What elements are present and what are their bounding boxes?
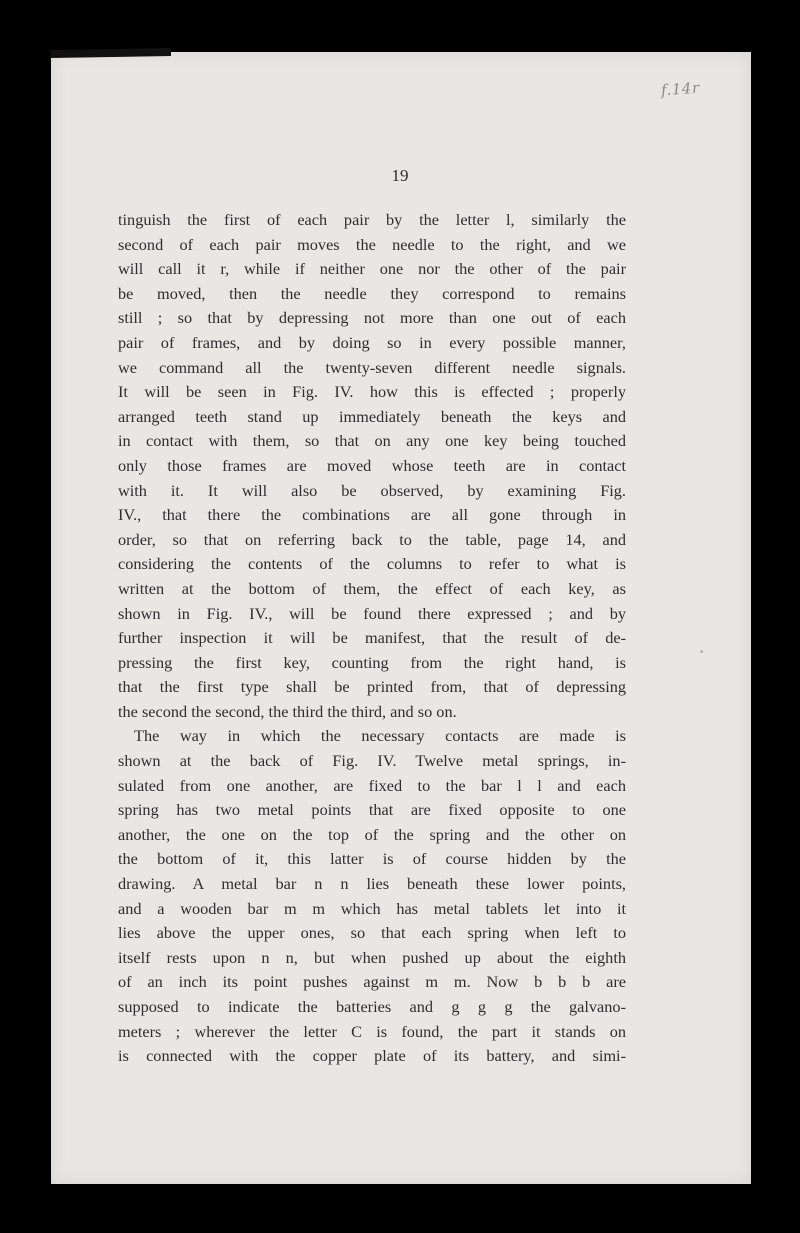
text-line: in contact with them, so that on any one key being touched bbox=[118, 431, 626, 451]
text-line: only those frames are moved whose teeth are in contact bbox=[118, 455, 626, 475]
text-line: still ; so that by depressing not more than one out of each bbox=[118, 308, 626, 328]
text-line: and a wooden bar m m which has metal tablets let into it bbox=[118, 898, 626, 918]
text-line: pair of frames, and by doing so in every possible manner, bbox=[118, 332, 626, 352]
text-line: order, so that on referring back to the table, page 14, and bbox=[118, 529, 626, 549]
text-line: written at the bottom of them, the effect of each key, as bbox=[118, 578, 626, 598]
text-line: IV., that there the combinations are all gone through in bbox=[118, 505, 626, 525]
text-line: sulated from one another, are fixed to the bar l l and each bbox=[118, 775, 626, 795]
text-line: that the first type shall be printed from, that of depressing bbox=[118, 677, 626, 697]
text-line: of an inch its point pushes against m m. Now b b b are bbox=[118, 972, 626, 992]
page-number: 19 bbox=[391, 166, 409, 185]
text-line: shown at the back of Fig. IV. Twelve metal springs, in- bbox=[118, 751, 626, 771]
text-line: considering the contents of the columns to refer to what is bbox=[118, 554, 626, 574]
text-line: we command all the twenty-seven different needle signals. bbox=[118, 357, 626, 377]
text-line: supposed to indicate the batteries and g g g the galvano- bbox=[118, 997, 626, 1016]
text-line: the second the second, the third the third, and so on. bbox=[118, 701, 457, 721]
text-line: second of each pair moves the needle to the right, and we bbox=[118, 234, 626, 254]
text-line: arranged teeth stand up immediately beneath the keys and bbox=[118, 406, 626, 426]
text-line: with it. It will also be observed, by examining Fig. bbox=[118, 480, 626, 500]
text-line: will call it r, while if neither one nor the other of the pair bbox=[118, 259, 626, 279]
text-line: shown in Fig. IV., will be found there expressed ; and by bbox=[118, 603, 626, 623]
margin-folio-note: f.14r bbox=[660, 78, 701, 100]
body-text bbox=[118, 208, 626, 1069]
text-line: lies above the upper ones, so that each spring when left to bbox=[118, 923, 626, 943]
text-line: pressing the first key, counting from the right hand, is bbox=[118, 652, 626, 672]
text-line: It will be seen in Fig. IV. how this is effected ; properly bbox=[118, 382, 626, 402]
text-line: meters ; wherever the letter C is found, the part it stands on bbox=[118, 1021, 626, 1041]
text-line: the bottom of it, this latter is of course hidden by the bbox=[118, 849, 626, 869]
text-line: another, the one on the top of the spring and the other on bbox=[118, 824, 626, 844]
text-line: tinguish the first of each pair by the letter l, similarly the bbox=[118, 210, 626, 229]
text-line: The way in which the necessary contacts are made is bbox=[134, 726, 626, 746]
text-line: spring has two metal points that are fixed opposite to one bbox=[118, 800, 626, 820]
text-line: further inspection it will be manifest, that the result of de- bbox=[118, 628, 626, 648]
text-line: drawing. A metal bar n n lies beneath these lower points, bbox=[118, 874, 626, 894]
text-line: be moved, then the needle they correspond to remains bbox=[118, 283, 626, 303]
text-line: itself rests upon n n, but when pushed up about the eighth bbox=[118, 947, 626, 967]
text-line: is connected with the copper plate of its battery, and simi- bbox=[118, 1046, 626, 1066]
paper-speck bbox=[700, 650, 703, 653]
